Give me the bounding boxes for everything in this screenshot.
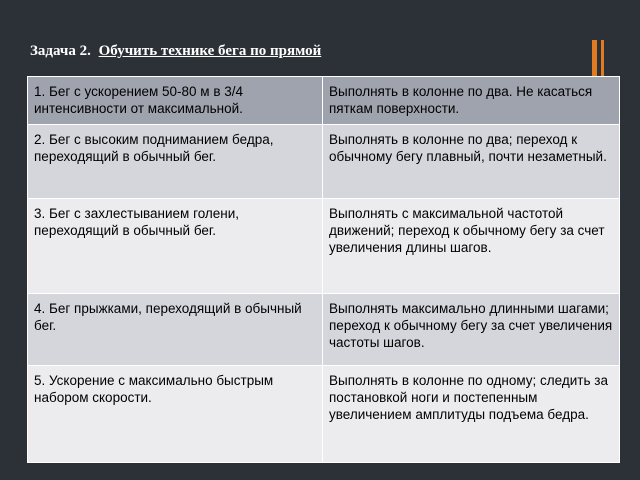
task-label: Задача 2. [30,43,91,59]
instruction-cell: Выполнять максимально длинными шагами; переход к обычному бегу за счет увеличения частоты шагов. [323,294,620,366]
exercise-cell: 2. Бег с высоким подниманием бедра, переходящий в обычный бег. [28,125,323,199]
instruction-cell: Выполнять с максимальной частотой движений; переход к обычному бегу за счет увеличения длины шагов. [323,199,620,294]
exercise-cell: 4. Бег прыжками, переходящий в обычный бег. [28,294,323,366]
exercise-table-wrapper [27,76,619,463]
accent-bar [592,40,597,78]
instruction-cell: Выполнять в колонне по одному; следить за постановкой ноги и постепенным увеличением амплитуды подъема бедра. [323,366,620,463]
instruction-cell: Выполнять в колонне по два. Не касаться пяткам поверхности. [323,77,620,125]
instruction-cell: Выполнять в колонне по два; переход к обычному бегу плавный, почти незаметный. [323,125,620,199]
table-row [28,125,620,199]
table-row [28,366,620,463]
table-row [28,199,620,294]
exercise-table [27,76,620,463]
accent-bar-thin [601,40,604,78]
slide-title [30,43,321,60]
table-row [28,294,620,366]
exercise-cell: 1. Бег с ускорением 50-80 м в 3/4 интенсивности от максимальной. [28,77,323,125]
task-text: Обучить технике бега по прямой [98,43,322,59]
exercise-cell: 5. Ускорение с максимально быстрым набором скорости. [28,366,323,463]
exercise-cell: 3. Бег с захлестыванием голени, переходящий в обычный бег. [28,199,323,294]
table-row [28,77,620,125]
